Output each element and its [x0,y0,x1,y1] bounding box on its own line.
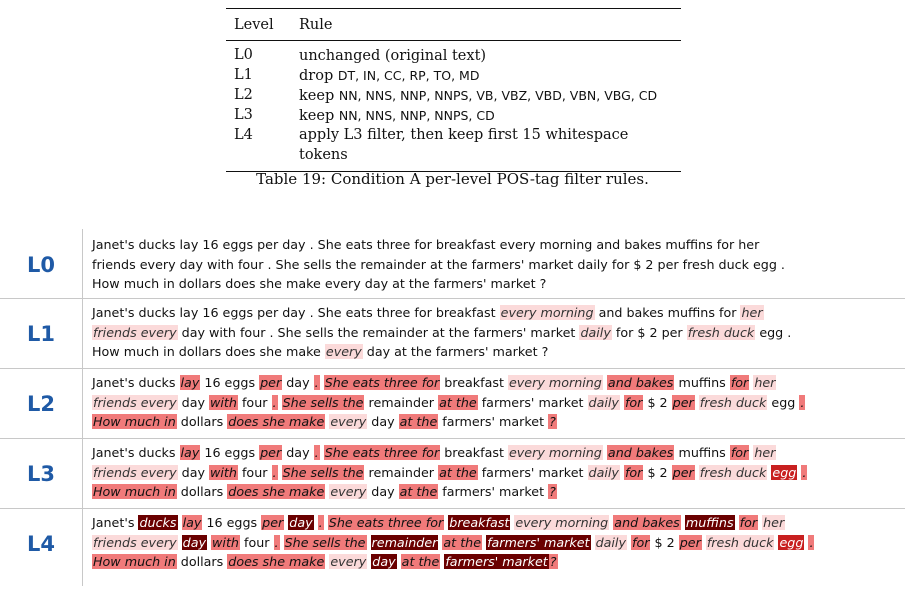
text-line [92,373,882,393]
text-line [92,235,882,255]
level-text [92,373,882,432]
text-line [92,463,882,483]
table-header-row [226,9,681,35]
plain-text: breakfast [440,375,508,390]
table-row [226,66,681,86]
highlighted-token: every morning [500,305,594,320]
plain-text: $ 2 [643,464,672,480]
level-label: L0 [27,253,55,277]
row-rule [299,106,681,126]
text-line [92,303,882,323]
text-line [92,533,882,553]
highlighted-token: ducks [139,515,177,530]
highlighted-token: . [314,375,319,390]
highlighted-token: per [260,375,282,390]
text-line [92,443,882,463]
plain-text: muffins [674,445,730,460]
plain-text: farmers' market [477,464,588,480]
plain-text: breakfast [440,445,508,460]
table-row [226,46,681,66]
highlighted-token: She sells the [284,534,366,550]
level-row-l4 [0,509,905,579]
header-level: Level [234,17,274,33]
highlighted-token: She eats three for [324,445,440,460]
level-row-l1 [0,299,905,367]
highlighted-token: friends every [93,394,177,410]
plain-text: dollars [176,554,228,570]
plain-text: day [177,464,210,480]
highlighted-token: She sells the [282,394,364,410]
highlighted-token: per [260,445,282,460]
highlighted-token: does she make [228,414,325,430]
highlighted-token: . [272,394,277,410]
highlighted-token: at the [443,534,482,550]
highlighted-token: every [330,554,367,570]
row-level: L0 [234,47,253,63]
plain-text: farmers' market [438,484,549,500]
table-body [226,41,681,165]
plain-text: day at the farmers' market ? [362,344,549,360]
highlighted-token: She sells the [282,464,364,480]
highlighted-token: per [672,394,694,410]
highlighted-token: lay [180,445,200,460]
highlighted-token: does she make [228,554,325,570]
text-line [92,342,882,362]
highlighted-token: at the [401,554,440,570]
highlighted-token: egg [772,464,797,480]
plain-text: remainder [364,394,439,410]
plain-text: egg [767,394,800,410]
highlighted-token: egg [779,534,804,550]
plain-text: muffins [674,375,730,390]
rule-text: apply L3 filter, then keep first 15 whitespace tokens [299,127,629,163]
rules-table [226,8,681,172]
highlighted-token: with [210,394,237,410]
highlighted-token: at the [439,394,477,410]
highlighted-token: day [289,515,313,530]
text-line [92,513,882,533]
plain-text [278,395,282,410]
highlighted-token: fresh duck [699,394,767,410]
table-row [226,86,681,106]
highlighted-token: day [182,534,206,550]
plain-text [367,535,371,550]
highlighted-token: daily [595,534,626,550]
plain-text [178,515,182,530]
highlighted-token: daily [588,394,619,410]
plain-text: four [237,394,272,410]
highlighted-token: and bakes [607,375,674,390]
plain-text: Janet's ducks lay 16 eggs per day . She eats three for breakfast every morning and bakes muffins for her [92,237,760,252]
highlighted-token: ? [549,554,557,570]
highlighted-token: friends every [93,464,177,480]
row-level: L4 [234,127,253,143]
plain-text: Janet's ducks [92,445,180,460]
highlighted-token: ? [549,414,556,430]
highlighted-token: at the [399,484,438,500]
plain-text: 16 eggs [202,515,262,530]
level-label: L4 [27,532,55,556]
text-line [92,393,882,413]
plain-text: egg . [755,324,792,340]
highlighted-token: her [763,515,785,530]
highlighted-token: How much in [93,554,176,570]
plain-text: remainder [364,464,439,480]
highlighted-token: for [624,394,643,410]
rule-text: unchanged (original text) [299,48,487,64]
row-rule [299,126,681,165]
highlighted-token: She eats three for [328,515,444,530]
highlighted-token: per [679,534,701,550]
highlighted-token: for [730,445,749,460]
highlighted-token: fresh duck [699,464,767,480]
level-text [92,443,882,502]
highlighted-token: at the [399,414,438,430]
level-text [92,303,882,362]
highlighted-token: her [754,375,776,390]
text-line [92,412,882,432]
highlighted-token: every morning [508,375,602,390]
rule-tags: DT, IN, CC, RP, TO, MD [337,68,480,83]
highlighted-token: daily [588,464,619,480]
highlighted-token: for [739,515,758,530]
row-level: L2 [234,87,253,103]
text-line [92,482,882,502]
plain-text: Janet's ducks [92,375,180,390]
highlighted-token: and bakes [614,515,680,530]
table-row [226,126,681,165]
highlighted-token: with [210,464,237,480]
highlighted-token: every [325,344,362,360]
highlighted-token: fresh duck [687,324,755,340]
highlighted-token: muffins [685,515,734,530]
highlighted-token: daily [580,324,611,340]
plain-text: Janet's [92,515,139,530]
plain-text: day [367,414,399,430]
highlighted-token: with [212,534,239,550]
highlighted-token: does she make [228,484,325,500]
plain-text: day [367,484,399,500]
plain-text [591,535,595,550]
rule-tags: NN, NNS, NNP, NNPS, VB, VBZ, VBD, VBN, VBG, CD [338,88,658,103]
highlighted-token: How much in [93,484,176,500]
plain-text: dollars [176,414,228,430]
level-label: L3 [27,462,55,486]
plain-text: 16 eggs [200,445,260,460]
plain-text: four [239,534,274,550]
highlighted-token: for [632,534,650,550]
highlighted-token: per [672,464,694,480]
highlighted-token: lay [182,515,202,530]
highlighted-token: for [624,464,643,480]
highlighted-token: friends every [93,324,177,340]
highlighted-token: at the [439,464,477,480]
rule-text: keep [299,88,339,104]
highlighted-token: remainder [371,534,438,550]
plain-text: day with four . She sells the remainder at the farmers' market [177,324,580,340]
plain-text: farmers' market [477,394,588,410]
highlighted-token: per [262,515,284,530]
table-caption: Table 19: Condition A per-level POS-tag filter rules. [256,170,649,188]
level-row-l2 [0,369,905,437]
plain-text: 16 eggs [200,375,260,390]
row-level: L1 [234,67,253,83]
level-label: L2 [27,392,55,416]
text-line [92,274,882,294]
highlighted-token: friends every [93,534,177,550]
text-line [92,552,882,572]
rule-text: keep [299,108,339,124]
highlighted-token: . [274,534,279,550]
plain-text: dollars [176,484,228,500]
row-rule [299,46,681,66]
plain-text: $ 2 [643,394,672,410]
highlighted-token: breakfast [449,515,510,530]
highlighted-token: every morning [508,445,602,460]
highlighted-token: every [330,414,367,430]
highlighted-token: for [730,375,749,390]
highlighted-token: . [800,394,805,410]
header-rule: Rule [299,17,333,33]
plain-text: day [282,445,314,460]
highlighted-token: lay [180,375,200,390]
highlighted-token: . [802,464,807,480]
level-label: L1 [27,322,55,346]
plain-text: and bakes muffins for [594,305,741,320]
highlighted-token: . [318,515,323,530]
plain-text: farmers' market [438,414,549,430]
rule-text: drop [299,68,338,84]
highlighted-token: every morning [515,515,609,530]
row-rule [299,86,681,106]
level-row-l0 [0,229,905,297]
rule-tags: NN, NNS, NNP, NNPS, CD [338,108,495,123]
highlighted-token: every [330,484,367,500]
highlighted-token: How much in [93,414,176,430]
text-line [92,255,882,275]
level-row-l3 [0,439,905,507]
plain-text [278,465,282,480]
plain-text: day [282,375,314,390]
highlighted-token: She eats three for [324,375,440,390]
highlighted-token: day [372,554,396,570]
plain-text: How much in dollars does she make [92,344,325,360]
highlighted-token: her [754,445,776,460]
row-level: L3 [234,107,253,123]
plain-text: friends every day with four . She sells the remainder at the farmers' market daily for $ 2 per fresh duck egg . [92,256,785,272]
level-text [92,235,882,294]
plain-text: for $ 2 per [611,324,687,340]
highlighted-token: farmers' market [487,534,590,550]
highlighted-token: farmers' market [445,554,548,570]
highlighted-token: and bakes [607,445,674,460]
text-line [92,323,882,343]
highlighted-token: ? [549,484,556,500]
plain-text: four [237,464,272,480]
highlighted-token: . [809,534,814,550]
level-text [92,513,882,572]
plain-text: Janet's ducks lay 16 eggs per day . She eats three for breakfast [92,305,500,320]
plain-text: $ 2 [650,534,679,550]
highlighted-token: . [314,445,319,460]
table-row [226,106,681,126]
highlighted-token: . [272,464,277,480]
plain-text: How much in dollars does she make every day at the farmers' market ? [92,276,547,292]
plain-text: day [177,394,210,410]
highlighted-token: fresh duck [706,534,774,550]
highlighted-token: her [741,305,763,320]
row-rule [299,66,681,86]
